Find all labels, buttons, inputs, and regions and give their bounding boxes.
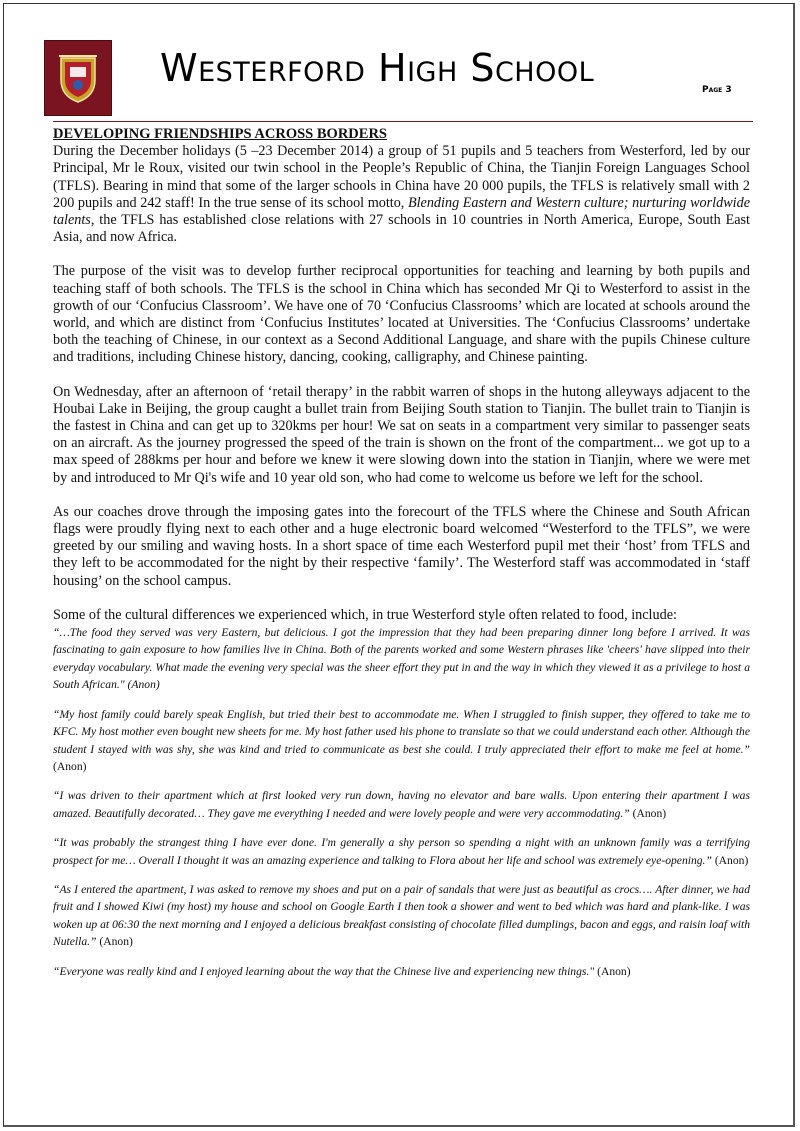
quote-text: “I was driven to their apartment which at first looked very run down, having no elevator and bare walls. Upon entering their apartment I was amazed. Beautifully decorated… They gave me everything I needed and were lovely people and were very accommodating.” <box>53 789 750 820</box>
paragraph-1-text: During the December holidays (5 –23 December 2014) a group of 51 pupils and 5 teachers from Westerford, led by our Principal, Mr le Roux, visited our twin school in the People’s Republic of China, the Tianjin Foreign Languages School (TFLS). Bearing in mind that some of the larger schools in China have 20 000 pupils, the TFLS is relatively small with 2 200 pupils and 242 staff! In the true sense of its school motto, <box>53 143 750 211</box>
quote-6 <box>53 963 750 980</box>
quote-attribution: (Anon) <box>711 853 749 867</box>
quote-text: “It was probably the strangest thing I have ever done. I'm generally a shy person so spending a night with an unknown family was a terrifying prospect for me… Overall I thought it was an amazing experience and talking to Flora about her life and school was extremely eye-opening.” <box>53 836 750 867</box>
quote-2 <box>53 706 750 776</box>
paragraph-2: The purpose of the visit was to develop further reciprocal opportunities for teaching and learning by both pupils and teaching staff of both schools. The TFLS is the school in China which has seconded Mr Qi to Westerford to assist in the growth of our ‘Confucius Classroom’. We have one of 70 ‘Confucius Classrooms’ which are located at schools around the world, and which are distinct from ‘Confucius Institutes’ located at Universities. The ‘Confucius Classrooms’ undertake both the teaching of Chinese, in our context as a Second Additional Language, and share with the pupils Chinese culture and traditions, including Chinese history, dancing, cooking, calligraphy, and Chinese painting. <box>53 263 750 366</box>
school-name: Westerford High School <box>160 46 595 90</box>
article-headline: DEVELOPING FRIENDSHIPS ACROSS BORDERS <box>53 126 387 142</box>
paragraph-1 <box>53 143 750 246</box>
article-body <box>53 126 750 992</box>
paragraph-5: Some of the cultural differences we experienced which, in true Westerford style often related to food, include: <box>53 606 677 623</box>
school-motto: Blending Eastern and Western culture; nurturing worldwide talents <box>53 194 750 229</box>
quote-text: “As I entered the apartment, I was asked to remove my shoes and put on a pair of sandals that were just as beautiful as crocs…. After dinner, we had fruit and I showed Kiwi (my host) my house and school on Google Earth I then took a shower and went to bed which was hard and plank-like. I was woken up at 06:30 the next morning and I enjoyed a delicious breakfast consisting of chocolate filled dumplings, bacon and eggs, and raisin loaf with Nutella.” <box>53 882 750 949</box>
quote-5 <box>53 881 750 951</box>
quote-attribution: (Anon) <box>629 806 667 820</box>
page-number: Page 3 <box>702 85 732 95</box>
quote-text: “Everyone was really kind and I enjoyed learning about the way that the Chinese live and experiencing new things." <box>53 964 595 978</box>
quote-4 <box>53 834 750 869</box>
paragraph-4: As our coaches drove through the imposing gates into the forecourt of the TFLS where the Chinese and South African flags were proudly flying next to each other and a huge electronic board welcomed “Westerford to the TFLS”, we were greeted by our smiling and waving hosts. In a short space of time each Westerford pupil met their ‘host’ from TFLS and they left to be accommodated for the night by their respective ‘family’. The Westerford staff was accommodated in ‘staff housing’ on the school campus. <box>53 503 750 589</box>
school-crest-icon <box>55 52 101 104</box>
quote-text: “My host family could barely speak English, but tried their best to accommodate me. When I struggled to finish supper, they offered to take me to KFC. My host mother even bought new sheets for me. My host father used his phone to translate so that we could understand each other. Although the student I stayed with was shy, she was kind and tried to communicate as best she could. I truly appreciated their effort to make me feel at home.” <box>53 707 750 756</box>
quote-attribution: (Anon) <box>53 759 87 773</box>
header-divider <box>53 121 753 122</box>
paragraph-1-text-end: , the TFLS has established close relations with 27 schools in 10 countries in North America, Europe, South East Asia, and now Africa. <box>53 212 750 246</box>
quote-3 <box>53 787 750 822</box>
quote-text: “…The food they served was very Eastern, but delicious. I got the impression that they had been preparing dinner long before I arrived. It was fascinating to gain exposure to how families live in China. Both of the parents worked and some Western phrases like 'cheers' have slipped into their everyday vocabulary. What made the evening very special was the sheer effort they put in and the way in which they viewed it as a privilege to host a South African." (Anon) <box>53 626 750 692</box>
quote-attribution: (Anon) <box>96 935 133 949</box>
paragraph-3: On Wednesday, after an afternoon of ‘retail therapy’ in the rabbit warren of shops in the hutong alleyways adjacent to the Houbai Lake in Beijing, the group caught a bullet train from Beijing South station to Tianjin. The bullet train to Tianjin is the fastest in China and can get up to 320kms per hour! We sat on seats in a compartment very similar to passenger seats on an aircraft. As the journey progressed the speed of the train is shown on the front of the compartment... we got up to a max speed of 288kms per hour and before we knew it were slowing down into the station in Tianjin, where we were met by and introduced to Mr Qi's wife and 10 year old son, who had come to welcome us before we left for the school. <box>53 383 750 486</box>
quote-attribution: (Anon) <box>594 964 631 978</box>
quote-1 <box>53 624 750 694</box>
crest-box <box>44 40 112 116</box>
